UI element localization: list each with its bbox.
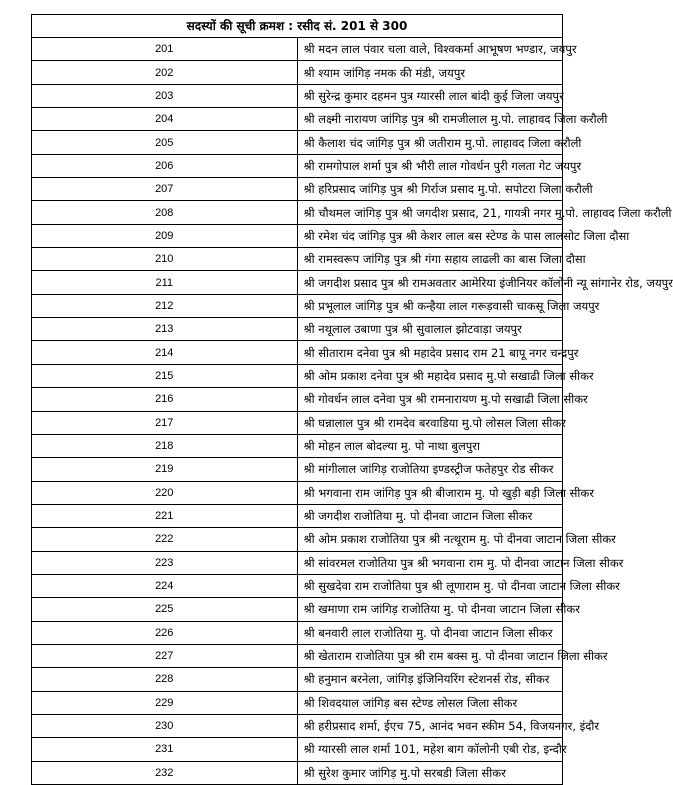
- table-row: [32, 458, 563, 481]
- serial-number: 223: [32, 551, 298, 574]
- member-entry: श्री लक्ष्मी नारायण जांगिड़ पुत्र श्री रामजीलाल मु.पो. लाहावद जिला करौली: [297, 108, 563, 131]
- serial-number: 201: [32, 38, 298, 61]
- table-row: [32, 318, 563, 341]
- table-row: [32, 621, 563, 644]
- member-entry: श्री रामगोपाल शर्मा पुत्र श्री भौरी लाल गोवर्धन पुरी गलता गेट जयपुर: [297, 154, 563, 177]
- table-row: [32, 224, 563, 247]
- member-entry: श्री खेताराम राजोतिया पुत्र श्री राम बक्स मु. पो दीनवा जाटान जिला सीकर: [297, 644, 563, 667]
- serial-number: 212: [32, 294, 298, 317]
- serial-number: 205: [32, 131, 298, 154]
- member-entry: श्री सुखदेवा राम राजोतिया पुत्र श्री लूणाराम मु. पो दीनवा जाटान जिला सीकर: [297, 574, 563, 597]
- table-row: [32, 388, 563, 411]
- serial-number: 229: [32, 691, 298, 714]
- serial-number: 203: [32, 84, 298, 107]
- table-row: [32, 551, 563, 574]
- member-entry: श्री प्रभूलाल जांगिड़ पुत्र श्री कन्हैया लाल गरूड़वासी चाकसू जिला जयपुर: [297, 294, 563, 317]
- member-entry: श्री सुरेश कुमार जांगिड़ मु.पो सरबडी जिला सीकर: [297, 761, 563, 784]
- serial-number: 208: [32, 201, 298, 224]
- member-entry: श्री श्याम जांगिड़ नमक की मंडी, जयपुर: [297, 61, 563, 84]
- table-row: [32, 271, 563, 294]
- table-row: [32, 341, 563, 364]
- member-entry: श्री सुरेन्द्र कुमार दहमन पुत्र ग्यारसी लाल बांदी कुई जिला जयपुर: [297, 84, 563, 107]
- member-entry: श्री हनुमान बरनेला, जांगिड़ इंजिनियरिंग स्टेशनर्स रोड, सीकर: [297, 668, 563, 691]
- serial-number: 211: [32, 271, 298, 294]
- member-entry: श्री मांगीलाल जांगिड़ राजोतिया इण्डस्ट्रीज फतेहपुर रोड सीकर: [297, 458, 563, 481]
- serial-number: 221: [32, 504, 298, 527]
- member-entry: श्री मदन लाल पंवार चला वाले, विश्वकर्मा आभूषण भण्डार, जयपुर: [297, 38, 563, 61]
- page-title: सदस्यों की सूची क्रमश : रसीद सं. 201 से 300: [32, 15, 563, 38]
- member-entry: श्री हरीप्रसाद शर्मा, ईएच 75, आनंद भवन स्कीम 54, विजयनगर, इंदौर: [297, 714, 563, 737]
- serial-number: 219: [32, 458, 298, 481]
- member-entry: श्री सीताराम दनेवा पुत्र श्री महादेव प्रसाद राम 21 बापू नगर चन्द्रपुर: [297, 341, 563, 364]
- serial-number: 226: [32, 621, 298, 644]
- serial-number: 217: [32, 411, 298, 434]
- member-entry: श्री मोहन लाल बोदल्या मु. पो नाथा बुलपुरा: [297, 434, 563, 457]
- member-entry: श्री सांवरमल राजोतिया पुत्र श्री भगवाना राम मु. पो दीनवा जाटान जिला सीकर: [297, 551, 563, 574]
- member-entry: श्री गोवर्धन लाल दनेवा पुत्र श्री रामनारायण मु.पो सखाढी जिला सीकर: [297, 388, 563, 411]
- serial-number: 222: [32, 528, 298, 551]
- member-entry: श्री खमाणा राम जांगिड़ राजोतिया मु. पो दीनवा जाटान जिला सीकर: [297, 598, 563, 621]
- table-row: [32, 201, 563, 224]
- member-entry: श्री ओम प्रकाश दनेवा पुत्र श्री महादेव प्रसाद मु.पो सखाढी जिला सीकर: [297, 364, 563, 387]
- table-row: [32, 691, 563, 714]
- serial-number: 213: [32, 318, 298, 341]
- serial-number: 218: [32, 434, 298, 457]
- table-row: [32, 644, 563, 667]
- table-row: [32, 434, 563, 457]
- table-row: [32, 714, 563, 737]
- table-row: [32, 598, 563, 621]
- member-entry: श्री जगदीश राजोतिया मु. पो दीनवा जाटान जिला सीकर: [297, 504, 563, 527]
- member-entry: श्री नथूलाल उबाणा पुत्र श्री सुवालाल झोटवाड़ा जयपुर: [297, 318, 563, 341]
- serial-number: 225: [32, 598, 298, 621]
- serial-number: 220: [32, 481, 298, 504]
- serial-number: 209: [32, 224, 298, 247]
- member-rows: [32, 38, 673, 785]
- serial-number: 207: [32, 178, 298, 201]
- serial-number: 206: [32, 154, 298, 177]
- table-row: [32, 178, 563, 201]
- member-entry: श्री ग्यारसी लाल शर्मा 101, महेश बाग कॉलोनी एबी रोड, इन्दौर: [297, 738, 563, 761]
- serial-number: 210: [32, 248, 298, 271]
- table-row: [32, 668, 563, 691]
- member-entry: श्री भगवाना राम जांगिड़ पुत्र श्री बीजाराम मु. पो खुड़ी बड़ी जिला सीकर: [297, 481, 563, 504]
- serial-number: 227: [32, 644, 298, 667]
- serial-number: 231: [32, 738, 298, 761]
- member-entry: श्री कैलाश चंद जांगिड़ पुत्र श्री जतीराम मु.पो. लाहावद जिला करौली: [297, 131, 563, 154]
- title-row: [32, 15, 563, 38]
- table-row: [32, 154, 563, 177]
- member-entry: श्री हरिप्रसाद जांगिड़ पुत्र श्री गिर्राज प्रसाद मु.पो. सपोटरा जिला करौली: [297, 178, 563, 201]
- table-row: [32, 738, 563, 761]
- serial-number: 224: [32, 574, 298, 597]
- member-entry: श्री घन्नालाल पुत्र श्री रामदेव बरवाडिया मु.पो लोसल जिला सीकर: [297, 411, 563, 434]
- serial-number: 228: [32, 668, 298, 691]
- table-row: [32, 504, 563, 527]
- serial-number: 232: [32, 761, 298, 784]
- table-row: [32, 574, 563, 597]
- serial-number: 215: [32, 364, 298, 387]
- member-entry: श्री जगदीश प्रसाद पुत्र श्री रामअवतार आमेरिया इंजीनियर कॉलोनी न्यू सांगानेर रोड, जयपुर: [297, 271, 563, 294]
- serial-number: 204: [32, 108, 298, 131]
- table-row: [32, 761, 563, 784]
- member-entry: श्री चौथमल जांगिड़ पुत्र श्री जगदीश प्रसाद, 21, गायत्री नगर मु.पो. लाहावद जिला करौली: [297, 201, 563, 224]
- table-row: [32, 131, 563, 154]
- table-row: [32, 411, 563, 434]
- member-entry: श्री ओम प्रकाश राजोतिया पुत्र श्री नत्थूराम मु. पो दीनवा जाटान जिला सीकर: [297, 528, 563, 551]
- table-row: [32, 364, 563, 387]
- table-row: [32, 248, 563, 271]
- serial-number: 202: [32, 61, 298, 84]
- member-entry: श्री बनवारी लाल राजोतिया मु. पो दीनवा जाटान जिला सीकर: [297, 621, 563, 644]
- member-entry: श्री रामस्वरूप जांगिड़ पुत्र श्री गंगा सहाय लाढली का बास जिला दौसा: [297, 248, 563, 271]
- serial-number: 230: [32, 714, 298, 737]
- table-row: [32, 61, 563, 84]
- table-row: [32, 481, 563, 504]
- member-entry: श्री रमेश चंद जांगिड़ पुत्र श्री केशर लाल बस स्टेण्ड के पास लालसोट जिला दौसा: [297, 224, 563, 247]
- table-row: [32, 528, 563, 551]
- table-row: [32, 108, 563, 131]
- member-entry: श्री शिवदयाल जांगिड़ बस स्टेण्ड लोसल जिला सीकर: [297, 691, 563, 714]
- table-row: [32, 84, 563, 107]
- member-list-table: [31, 14, 673, 785]
- table-row: [32, 38, 563, 61]
- table-row: [32, 294, 563, 317]
- serial-number: 214: [32, 341, 298, 364]
- serial-number: 216: [32, 388, 298, 411]
